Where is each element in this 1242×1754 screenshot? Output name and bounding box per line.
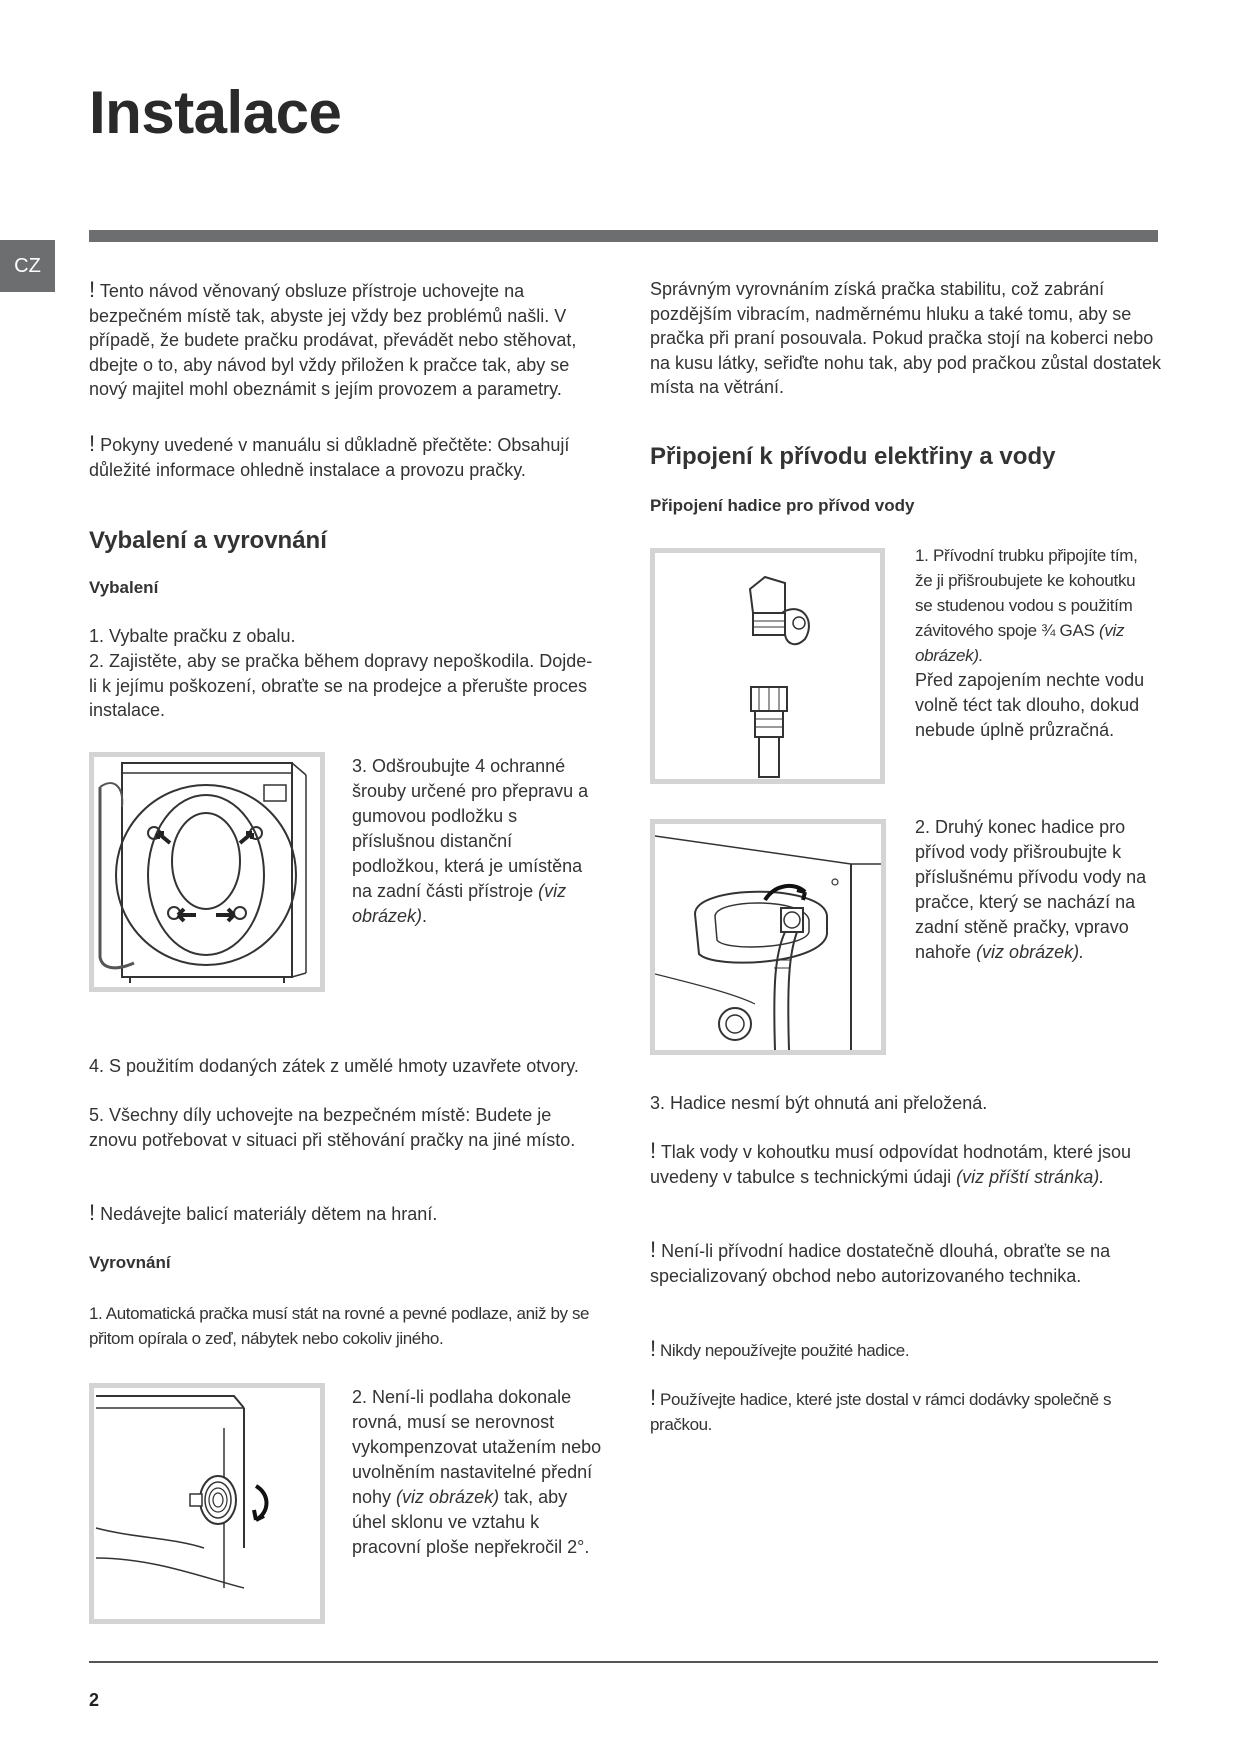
transport-bolts-figure [89,752,325,992]
unpack-step-3: 3. Odšroubujte 4 ochranné šrouby určené pro přepravu a gumovou podložku s příslušnou distanční podložkou, která je umístěna na zadní části přístroje (viz obrázek). [352,756,589,926]
subheading-hose: Připojení hadice pro přívod vody [650,496,915,515]
adjustable-foot-drawing [94,1388,320,1619]
page-number: 2 [89,1690,100,1710]
hose-step-1-b: Před zapojením nechte vodu volně téct tak dlouho, dokud nebude úplně průzračná. [915,670,1145,740]
warning-hose-length: ! Není-li přívodní hadice dostatečně dlouhá, obraťte se na specializovaný obchod nebo autorizovaného technika. [650,1237,1111,1286]
adjustable-foot-figure [89,1383,325,1624]
warning-mark: ! [89,277,96,302]
unpack-step-4: 4. S použitím dodaných zátek z umělé hmoty uzavřete otvory. [89,1056,579,1076]
unpack-step-2: 2. Zajistěte, aby se pračka během dopravy nepoškodila. Dojde-li k jejímu poškození, obraťte se na prodejce a přerušte proces instalace. [89,651,593,720]
section-title-unpacking-leveling: Vybalení a vyrovnání [89,527,327,554]
subheading-unpacking: Vybalení [89,578,159,597]
section-title-connection: Připojení k přívodu elektřiny a vody [650,443,1056,470]
tap-connector-figure [650,548,885,784]
unpack-step-5: 5. Všechny díly uchovejte na bezpečném místě: Budete je znovu potřebovat v situaci při stěhování pračky na jiné místo. [89,1105,576,1150]
header-rule [89,230,1158,242]
page-title: Instalace [89,79,342,146]
stability-paragraph: Správným vyrovnáním získá pračka stabilitu, což zabrání pozdějším vibracím, nadměrnému hluku a také tomu, aby se pračka při praní posouvala. Pokud pračka stojí na koberci nebo na kusu látky, seřiďte nohu tak, aby pod pračkou zůstal dostatek místa na větrání. [650,279,1162,397]
warning-mark: ! [650,1336,656,1361]
leveling-step-2: 2. Není-li podlaha dokonale rovná, musí se nerovnost vykompenzovat utažením nebo uvolněním nastavitelné přední nohy (viz obrázek) tak, aby úhel sklonu ve vztahu k pracovní ploše nepřekročil 2°. [352,1387,602,1557]
warning-mark: ! [89,431,96,456]
leveling-step-1: 1. Automatická pračka musí stát na rovné a pevné podlaze, aniž by se přitom opírala o zeď, nábytek nebo cokoliv jiného. [89,1304,590,1348]
warning-used-hoses: ! Nikdy nepoužívejte použité hadice. [650,1336,910,1361]
washer-inlet-drawing [655,824,881,1050]
hose-step-3: 3. Hadice nesmí být ohnutá ani přeložená. [650,1093,988,1113]
warning-mark: ! [650,1237,657,1262]
warning-supplied-hoses: ! Používejte hadice, které jste dostal v rámci dodávky společně s pračkou. [650,1385,1112,1434]
warning-water-pressure: ! Tlak vody v kohoutku musí odpovídat hodnotám, které jsou uvedeny v tabulce s technickými údaji (viz příští stránka). [650,1138,1132,1187]
hose-step-1-a: 1. Přívodní trubku připojíte tím, že ji přišroubujete ke kohoutku se studenou vodou s použitím závitového spoje ¾ GAS (viz obrázek). [915,546,1138,665]
tap-connector-drawing [655,553,880,779]
hose-step-2: 2. Druhý konec hadice pro přívod vody přišroubujte k příslušnému přívodu vody na pračce, který se nachází na zadní stěně pračky, vpravo nahoře (viz obrázek). [915,817,1147,962]
warning-mark: ! [650,1385,656,1410]
subheading-leveling: Vyrovnání [89,1253,171,1272]
washer-back-drawing [94,757,320,987]
footer-rule [89,1661,1158,1663]
warning-mark: ! [650,1138,657,1163]
intro-paragraph-1: ! Tento návod věnovaný obsluze přístroje uchovejte na bezpečném místě tak, abyste jej vždy bez problémů našli. V případě, že budete pračku prodávat, převádět nebo stěhovat, dbejte o to, aby návod byl vždy přiložen k pračce tak, aby se nový majitel mohl obeznámit s jejím provozem a parametry. [89,277,577,399]
language-tab: CZ [0,240,55,292]
washer-inlet-figure [650,819,886,1055]
warning-mark: ! [89,1200,96,1225]
warning-packaging: ! Nedávejte balicí materiály dětem na hraní. [89,1200,438,1225]
intro-paragraph-2: ! Pokyny uvedené v manuálu si důkladně přečtěte: Obsahují důležité informace ohledně instalace a provozu pračky. [89,431,570,480]
unpack-step-1: 1. Vybalte pračku z obalu. [89,626,296,646]
